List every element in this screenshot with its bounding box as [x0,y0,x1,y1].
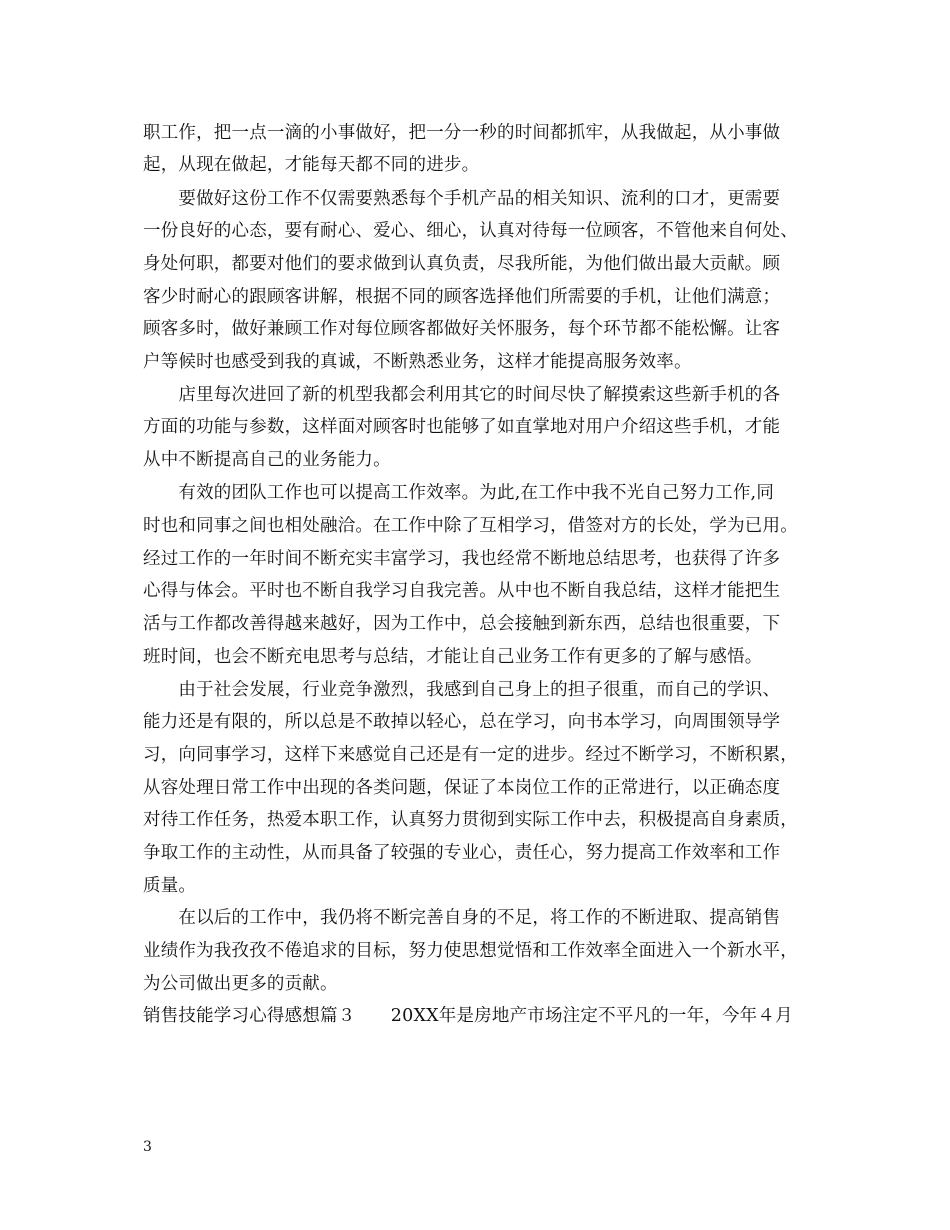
text-line: 业绩作为我孜孜不倦追求的目标，努力使思想觉悟和工作效率全面进入一个新水平， [143,941,798,961]
text-line: 在以后的工作中，我仍将不断完善自身的不足，将工作的不断进取、提高销售 [143,908,781,928]
text-line: 从中不断提高自己的业务能力。 [143,450,391,470]
text-line: 时也和同事之间也相处融洽。在工作中除了互相学习，借签对方的长处，学为已用。 [143,516,798,536]
text-line: 店里每次进回了新的机型我都会利用其它的时间尽快了解摸索这些新手机的各 [143,385,781,405]
text-line: 客少时耐心的跟顾客讲解，根据不同的顾客选择他们所需要的手机，让他们满意； [143,287,781,307]
text-line: 能力还是有限的，所以总是不敢掉以轻心，总在学习，向书本学习，向周围领导学 [143,712,781,732]
text-line: 活与工作都改善得越来越好，因为工作中，总会接触到新东西，总结也很重要，下 [143,614,781,634]
text-line: 争取工作的主动性，从而具备了较强的专业心，责任心，努力提高工作效率和工作 [143,843,781,863]
text-line: 经过工作的一年时间不断充实丰富学习，我也经常不断地总结思考，也获得了许多 [143,549,781,569]
page-number: 3 [143,1139,152,1155]
text-line: 为公司做出更多的贡献。 [143,974,338,994]
text-line: 心得与体会。平时也不断自我学习自我完善。从中也不断自我总结，这样才能把生 [143,581,781,601]
text-line: 方面的功能与参数，这样面对顾客时也能够了如直掌地对用户介绍这些手机，才能 [143,417,781,437]
text-line: 有效的团队工作也可以提高工作效率。为此,在工作中我不光自己努力工作,同 [143,483,775,503]
section-heading-line: 销售技能学习心得感想篇３ 20XX年是房地产市场注定不平凡的一年，今年４月 [143,1006,793,1026]
text-line: 班时间，也会不断充电思考与总结，才能让自己业务工作有更多的了解与感悟。 [143,647,763,667]
text-line: 户等候时也感受到我的真诚，不断熟悉业务，这样才能提高服务效率。 [143,352,692,372]
text-line: 对待工作任务，热爱本职工作，认真努力贯彻到实际工作中去，积极提高自身素质， [143,810,798,830]
text-line: 习，向同事学习，这样下来感觉自己还是有一定的进步。经过不断学习，不断积累， [143,745,798,765]
text-line: 一份良好的心态，要有耐心、爱心、细心，认真对待每一位顾客，不管他来自何处、 [143,221,798,241]
text-line: 顾客多时，做好兼顾工作对每位顾客都做好关怀服务，每个环节都不能松懈。让客 [143,319,781,339]
text-line: 要做好这份工作不仅需要熟悉每个手机产品的相关知识、流利的口才，更需要 [143,189,781,209]
text-line: 从容处理日常工作中出现的各类问题，保证了本岗位工作的正常进行，以正确态度 [143,778,781,798]
text-line: 职工作，把一点一滴的小事做好，把一分一秒的时间都抓牢，从我做起，从小事做 [143,123,781,143]
text-line: 起，从现在做起，才能每天都不同的进步。 [143,155,480,175]
text-line: 身处何职，都要对他们的要求做到认真负责，尽我所能，为他们做出最大贡献。顾 [143,254,781,274]
text-line: 由于社会发展，行业竞争激烈，我感到自己身上的担子很重，而自己的学识、 [143,680,781,700]
text-line: 质量。 [143,876,197,896]
